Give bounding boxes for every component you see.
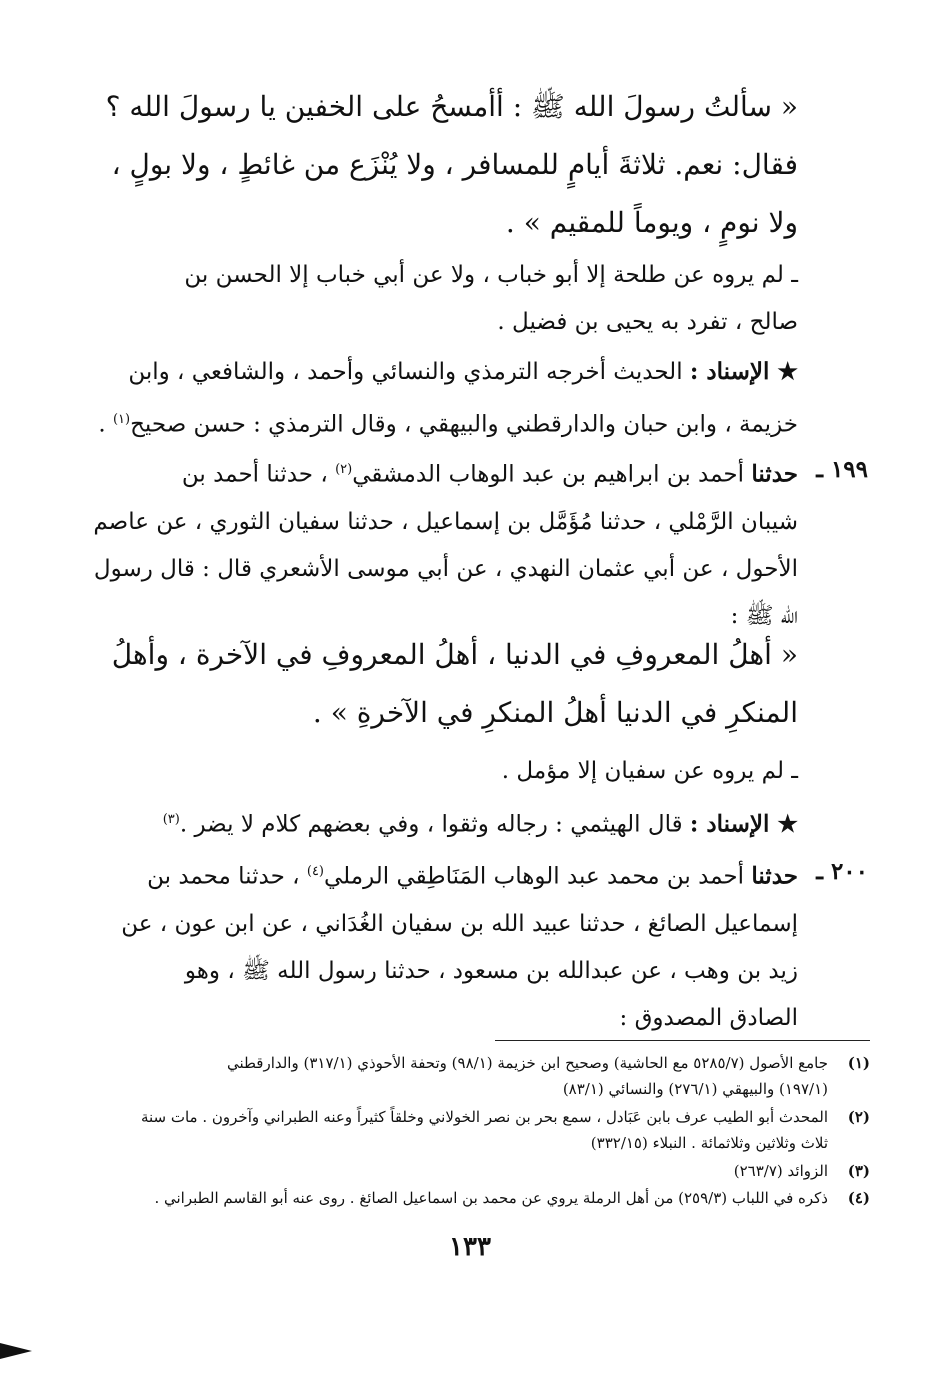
text-line: ـ لم يروه عن سفيان إلا مؤمل . xyxy=(501,758,798,784)
footnote-number: (٢) xyxy=(847,1108,870,1126)
note-paragraph-1 xyxy=(128,252,798,346)
footnote-line: ثلاث وثلاثين وثلاثمائة . النبلاء (٣٣٢/١٥) xyxy=(590,1134,828,1152)
footnote-text: الزوائد (٢٦٣/٧) xyxy=(733,1162,828,1180)
footnote-line xyxy=(124,1185,870,1211)
text-line: الصادق المصدوق : xyxy=(619,1004,798,1031)
footnote-ref: (٤) xyxy=(306,864,324,879)
isnad-chain-200 xyxy=(121,848,798,1042)
footnote-separator xyxy=(495,1040,870,1041)
text-span: ، حدثنا أحمد بن xyxy=(181,461,328,488)
text-span: قال الهيثمي : رجاله وثقوا ، وفي بعضهم كلام لا يضر . xyxy=(179,811,683,838)
hadith-text-1 xyxy=(105,78,798,252)
hadith-number-199: ١٩٩ ـ xyxy=(816,456,868,483)
text-line: « سألتُ رسولَ الله ﷺ : أأمسحُ على الخفين يا رسولَ الله ؟ xyxy=(105,90,798,123)
scan-edge-mark xyxy=(0,1343,32,1359)
text-line: خزيمة ، وابن حبان والدارقطني والبيهقي ، وقال الترمذي : حسن صحيح$^{(١)}$ . xyxy=(98,411,798,438)
footnote-4 xyxy=(124,1185,870,1211)
isnad-paragraph-2 xyxy=(128,796,798,849)
footnote-line xyxy=(124,1050,870,1076)
text-line: ـ لم يروه عن طلحة إلا أبو خباب ، ولا عن أبي خباب إلا الحسن بن xyxy=(184,262,798,288)
text-span: أحمد بن محمد عبد الوهاب المَنَاطِقي الرملي xyxy=(324,863,745,890)
text-line xyxy=(128,446,798,499)
text-line: الله ﷺ : xyxy=(730,602,798,629)
isnad-paragraph-1 xyxy=(98,348,798,449)
footnote-number: (٣) xyxy=(847,1162,870,1180)
footnote-1 xyxy=(124,1050,870,1102)
page-number: ١٣٣ xyxy=(449,1232,491,1262)
haddathana-label: حدثنا xyxy=(751,862,798,890)
text-line: صالح ، تفرد به يحيى بن فضيل . xyxy=(497,309,798,335)
note-paragraph-2 xyxy=(128,748,798,795)
footnote-line: (١٩٧/١) والبيهقي (٢٧٦/١) والنسائي (٨٣/١) xyxy=(562,1080,828,1098)
footnote-text: جامع الأصول (٥٢٨٥/٧ مع الحاشية) وصحيح ابن خزيمة (٩٨/١) وتحفة الأحوذي (٣١٧/١) والدارقطني xyxy=(226,1054,828,1072)
text-span: أحمد بن ابراهيم بن عبد الوهاب الدمشقي xyxy=(352,461,745,488)
isnad-chain-199 xyxy=(93,446,798,640)
footnote-number: (١) xyxy=(847,1054,870,1072)
isnad-label: ★ الإسناد : xyxy=(689,810,798,838)
footnote-text: المحدث أبو الطيب عرف بابن عَبَادل ، سمع بحر بن نصر الخولاني وخلقاً كثيراً وعنه الطبراني وآخرون . مات سنة xyxy=(140,1108,828,1126)
text-line: الأحول ، عن أبي عثمان النهدي ، عن أبي موسى الأشعري قال : قال رسول xyxy=(93,555,798,582)
footnote-line xyxy=(124,1104,870,1130)
text-span: الحديث أخرجه الترمذي والنسائي وأحمد ، والشافعي ، وابن xyxy=(128,359,683,385)
footnote-3 xyxy=(124,1158,870,1184)
isnad-label: ★ الإسناد : xyxy=(689,358,798,385)
text-line: « أهلُ المعروفِ في الدنيا ، أهلُ المعروفِ في الآخرة ، وأهلُ xyxy=(111,638,798,671)
footnote-ref: (٢) xyxy=(335,462,353,477)
text-span: خزيمة ، وابن حبان والدارقطني والبيهقي ، وقال الترمذي : حسن صحيح xyxy=(130,411,798,438)
text-line xyxy=(128,348,798,396)
text-line: شيبان الرَّمْلي ، حدثنا مُؤَمَّل بن إسماعيل ، حدثنا سفيان الثوري ، عن عاصم xyxy=(93,508,798,535)
text-line: إسماعيل الصائغ ، حدثنا عبيد الله بن سفيان الغُدَاني ، عن ابن عون ، عن xyxy=(121,910,798,937)
text-span: ، حدثنا محمد بن xyxy=(147,863,300,890)
text-line: فقال: نعم. ثلاثةَ أيامٍ للمسافر ، ولا يُنْزَع من غائطٍ ، ولا بولٍ ، xyxy=(111,148,798,181)
footnote-text: ذكره في اللباب (٢٥٩/٣) من أهل الرملة يروي عن محمد بن اسماعيل الصائغ . روى عنه أبو القاسم الطبراني . xyxy=(154,1189,828,1207)
footnote-ref: (٣) xyxy=(162,812,180,827)
text-line: ولا نومٍ ، ويوماً للمقيم » . xyxy=(505,206,798,239)
hadith-text-2 xyxy=(111,626,798,742)
text-line: زيد بن وهب ، عن عبدالله بن مسعود ، حدثنا رسول الله ﷺ ، وهو xyxy=(184,957,798,984)
text-line xyxy=(128,848,798,901)
text-line: المنكرِ في الدنيا أهلُ المنكرِ في الآخرةِ » . xyxy=(312,696,798,729)
haddathana-label: حدثنا xyxy=(751,460,798,488)
text-line xyxy=(128,796,798,849)
footnote-ref: (١) xyxy=(112,412,131,427)
footnote-2 xyxy=(124,1104,870,1156)
footnote-line xyxy=(124,1158,870,1184)
hadith-number-200: ٢٠٠ ـ xyxy=(816,858,868,885)
footnote-number: (٤) xyxy=(847,1189,870,1207)
